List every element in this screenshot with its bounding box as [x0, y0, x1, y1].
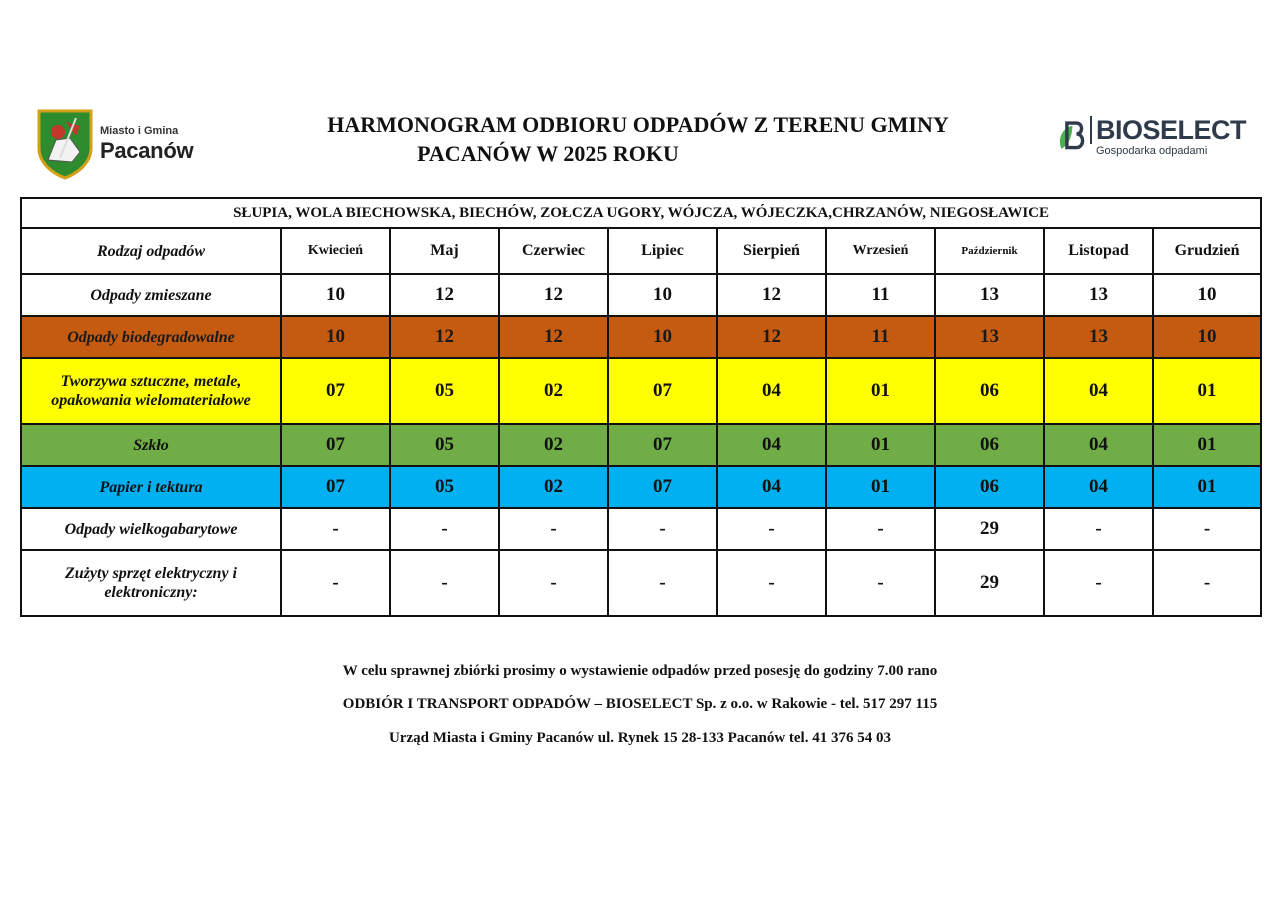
title-line2: PACANÓW W 2025 ROKU — [417, 141, 679, 166]
row-label-line2: elektroniczny: — [104, 584, 198, 601]
date-cell: 07 — [608, 358, 717, 424]
date-cell: 01 — [1153, 358, 1261, 424]
header-waste-type: Rodzaj odpadów — [21, 228, 281, 274]
table-header-row — [21, 228, 1261, 274]
row-label: Papier i tektura — [21, 466, 281, 508]
date-cell: 12 — [499, 274, 608, 316]
date-cell: 10 — [608, 274, 717, 316]
date-cell: 05 — [390, 358, 499, 424]
date-cell: 29 — [935, 550, 1044, 616]
header-month: Grudzień — [1153, 228, 1261, 274]
header-month: Kwiecień — [281, 228, 390, 274]
row-label: Odpady wielkogabarytowe — [21, 508, 281, 550]
date-cell: 07 — [281, 358, 390, 424]
date-cell: 05 — [390, 466, 499, 508]
footer-notice: W celu sprawnej zbiórki prosimy o wystawienie odpadów przed posesję do godziny 7.00 rano — [342, 663, 938, 679]
date-cell: 07 — [281, 466, 390, 508]
date-cell: 05 — [390, 424, 499, 466]
date-cell: 04 — [717, 424, 826, 466]
date-cell: 11 — [826, 316, 935, 358]
date-cell: 01 — [1153, 424, 1261, 466]
date-cell: - — [390, 550, 499, 616]
date-cell: 13 — [1044, 316, 1153, 358]
footer-office: Urząd Miasta i Gminy Pacanów ul. Rynek 15 28-133 Pacanów tel. 41 376 54 03 — [389, 730, 891, 746]
table-row-biodegradable — [21, 316, 1261, 358]
table-row-mixed — [21, 274, 1261, 316]
header-month: Czerwiec — [499, 228, 608, 274]
date-cell: 12 — [390, 316, 499, 358]
date-cell: 11 — [826, 274, 935, 316]
table-row-glass — [21, 424, 1261, 466]
date-cell: - — [717, 550, 826, 616]
date-cell: - — [281, 508, 390, 550]
date-cell: - — [608, 550, 717, 616]
date-cell: 01 — [826, 424, 935, 466]
date-cell: - — [826, 550, 935, 616]
date-cell: - — [390, 508, 499, 550]
date-cell: 13 — [935, 316, 1044, 358]
row-label — [21, 358, 281, 424]
date-cell: 10 — [1153, 316, 1261, 358]
date-cell: 10 — [608, 316, 717, 358]
date-cell: - — [608, 508, 717, 550]
company-name: BIOSELECT — [1090, 116, 1246, 144]
row-label-line1: Zużyty sprzęt elektryczny i — [65, 565, 237, 582]
company-tagline: Gospodarka odpadami — [1095, 144, 1208, 157]
title-line1: HARMONOGRAM ODBIORU ODPADÓW Z TERENU GMINY — [327, 112, 949, 137]
date-cell: - — [499, 508, 608, 550]
date-cell: 13 — [935, 274, 1044, 316]
row-label: Odpady zmieszane — [21, 274, 281, 316]
date-cell: 13 — [1044, 274, 1153, 316]
date-cell: - — [1044, 508, 1153, 550]
date-cell: 10 — [281, 274, 390, 316]
footer-contractor: ODBIÓR I TRANSPORT ODPADÓW – BIOSELECT Sp. z o.o. w Rakowie - tel. 517 297 115 — [342, 696, 938, 712]
row-label: Szkło — [21, 424, 281, 466]
header-month: Listopad — [1044, 228, 1153, 274]
table-row-bulky — [21, 508, 1261, 550]
date-cell: 12 — [717, 274, 826, 316]
region-header: SŁUPIA, WOLA BIECHOWSKA, BIECHÓW, ZOŁCZA UGORY, WÓJCZA, WÓJECZKA,CHRZANÓW, NIEGOSŁAWICE — [21, 198, 1261, 228]
row-label: Odpady biodegradowalne — [21, 316, 281, 358]
header-month: Wrzesień — [826, 228, 935, 274]
date-cell: - — [826, 508, 935, 550]
date-cell: - — [499, 550, 608, 616]
row-label-line1: Tworzywa sztuczne, metale, — [60, 373, 242, 390]
company-logo — [1056, 110, 1246, 162]
date-cell: 07 — [281, 424, 390, 466]
page-title — [260, 110, 996, 168]
row-label — [21, 550, 281, 616]
date-cell: - — [717, 508, 826, 550]
header-month: Maj — [390, 228, 499, 274]
date-cell: 29 — [935, 508, 1044, 550]
header-month: Październik — [935, 228, 1044, 274]
date-cell: 04 — [1044, 358, 1153, 424]
date-cell: 12 — [499, 316, 608, 358]
date-cell: 07 — [608, 424, 717, 466]
date-cell: 04 — [1044, 466, 1153, 508]
leaf-b-icon — [1056, 111, 1086, 161]
header-month: Lipiec — [608, 228, 717, 274]
date-cell: 10 — [281, 316, 390, 358]
date-cell: 06 — [935, 358, 1044, 424]
schedule-table — [20, 197, 1262, 617]
date-cell: 01 — [1153, 466, 1261, 508]
date-cell: 10 — [1153, 274, 1261, 316]
municipality-logo-line1: Miasto i Gmina — [100, 125, 179, 137]
table-row-plastics — [21, 358, 1261, 424]
date-cell: - — [1153, 508, 1261, 550]
date-cell: 06 — [935, 424, 1044, 466]
date-cell: 04 — [717, 358, 826, 424]
date-cell: 12 — [717, 316, 826, 358]
municipality-logo-line2: Pacanów — [100, 138, 194, 163]
date-cell: 04 — [1044, 424, 1153, 466]
date-cell: 04 — [717, 466, 826, 508]
municipality-logo — [36, 107, 216, 181]
date-cell: - — [1153, 550, 1261, 616]
date-cell: 07 — [608, 466, 717, 508]
date-cell: 01 — [826, 358, 935, 424]
date-cell: - — [281, 550, 390, 616]
row-label-line2: opakowania wielomateriałowe — [51, 392, 251, 409]
date-cell: 02 — [499, 466, 608, 508]
table-row-paper — [21, 466, 1261, 508]
date-cell: - — [1044, 550, 1153, 616]
date-cell: 06 — [935, 466, 1044, 508]
date-cell: 01 — [826, 466, 935, 508]
date-cell: 12 — [390, 274, 499, 316]
table-row-electronics — [21, 550, 1261, 616]
coat-of-arms-icon — [36, 108, 94, 180]
date-cell: 02 — [499, 424, 608, 466]
header-month: Sierpień — [717, 228, 826, 274]
date-cell: 02 — [499, 358, 608, 424]
